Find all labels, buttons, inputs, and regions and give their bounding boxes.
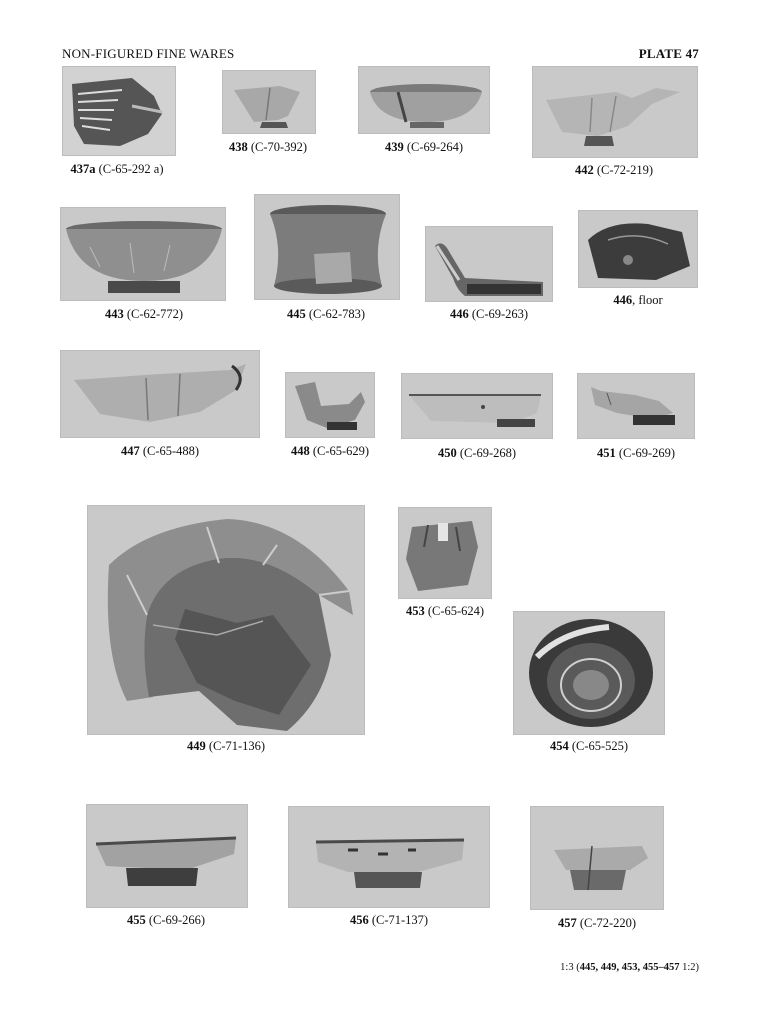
photo-457 — [530, 806, 664, 910]
photo-449 — [87, 505, 365, 735]
caption-449: 449 (C-71-136) — [186, 739, 266, 753]
caption-443: 443 (C-62-772) — [104, 307, 184, 321]
scale-note: 1:3 (445, 449, 453, 455–457 1:2) — [560, 962, 699, 973]
photo-447 — [60, 350, 260, 438]
caption-448: 448 (C-65-629) — [290, 444, 370, 458]
caption-451: 451 (C-69-269) — [596, 446, 676, 460]
photo-456 — [288, 806, 490, 908]
photo-438 — [222, 70, 316, 134]
caption-450: 450 (C-69-268) — [437, 446, 517, 460]
plate-number: PLATE 47 — [638, 46, 699, 61]
caption-456: 456 (C-71-137) — [349, 913, 429, 927]
photo-446 — [425, 226, 553, 302]
caption-439: 439 (C-69-264) — [384, 140, 464, 154]
section-title: NON-FIGURED FINE WARES — [62, 46, 235, 61]
photo-453 — [398, 507, 492, 599]
caption-453: 453 (C-65-624) — [405, 604, 485, 618]
photo-451 — [577, 373, 695, 439]
photo-442 — [532, 66, 698, 158]
caption-446: 446 (C-69-263) — [449, 307, 529, 321]
caption-455: 455 (C-69-266) — [126, 913, 206, 927]
caption-457: 457 (C-72-220) — [557, 916, 637, 930]
caption-442: 442 (C-72-219) — [574, 163, 654, 177]
photo-455 — [86, 804, 248, 908]
photo-454 — [513, 611, 665, 735]
photo-439 — [358, 66, 490, 134]
photo-443 — [60, 207, 226, 301]
photo-437a — [62, 66, 176, 156]
caption-447: 447 (C-65-488) — [120, 444, 200, 458]
caption-438: 438 (C-70-392) — [228, 140, 308, 154]
caption-445: 445 (C-62-783) — [286, 307, 366, 321]
caption-446-floor: 446, floor — [613, 293, 663, 307]
photo-445 — [254, 194, 400, 300]
photo-446-floor — [578, 210, 698, 288]
photo-450 — [401, 373, 553, 439]
caption-454: 454 (C-65-525) — [549, 739, 629, 753]
photo-448 — [285, 372, 375, 438]
caption-437a: 437a (C-65-292 a) — [70, 162, 164, 176]
